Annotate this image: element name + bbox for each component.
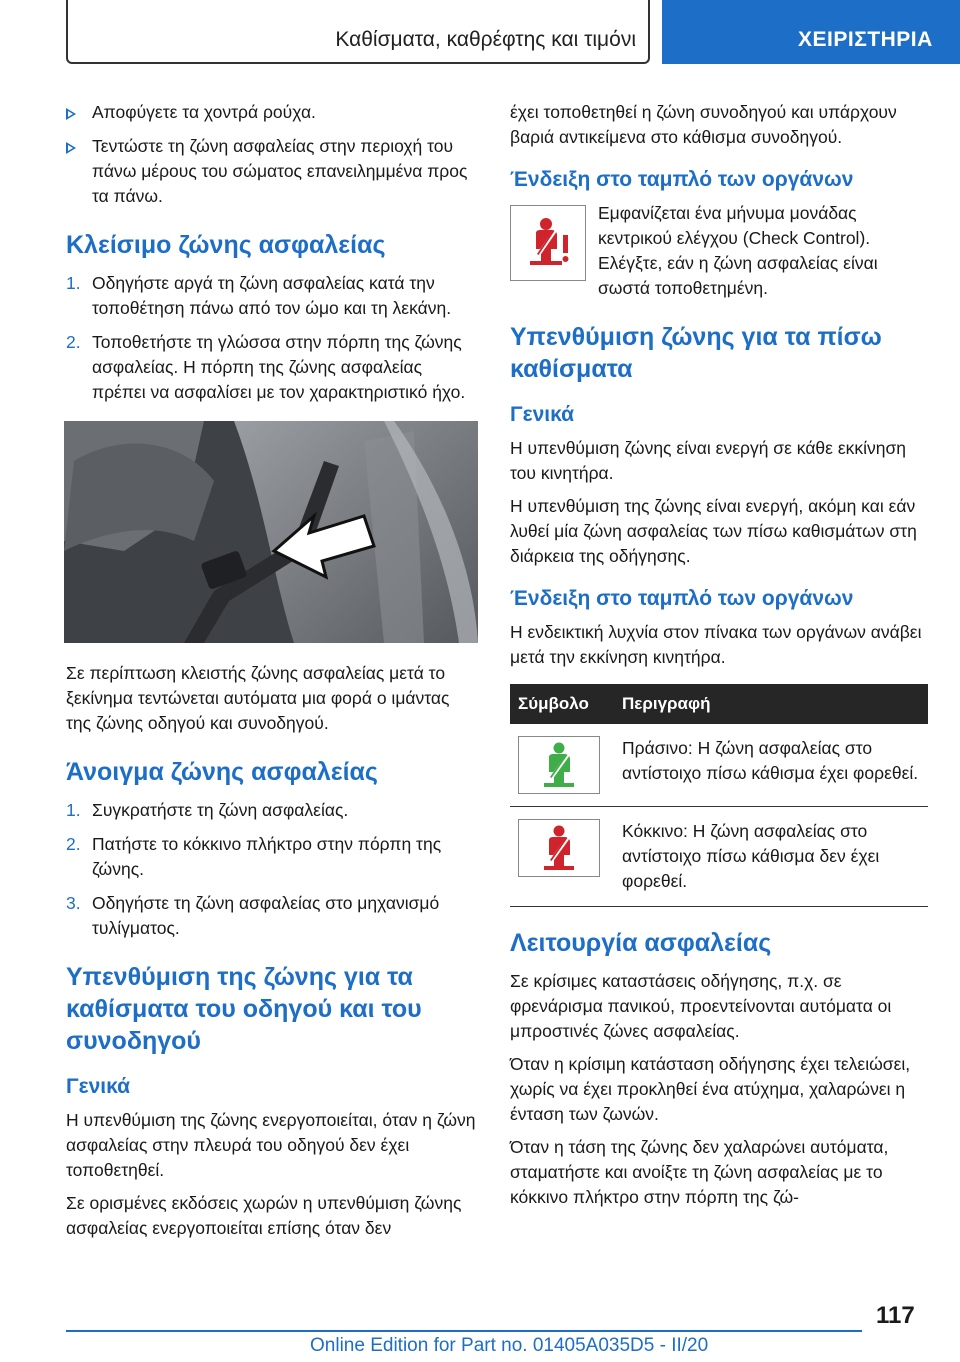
- chapter-title: Καθίσματα, καθρέφτης και τιμόνι: [335, 28, 636, 51]
- seatbelt-buckle-photo: [64, 421, 478, 643]
- footer-divider: [66, 1330, 862, 1332]
- symbol-table: [510, 684, 928, 907]
- right-column: [510, 100, 928, 1218]
- red-seatbelt-icon: [518, 819, 600, 877]
- step-item: 1. Συγκρατήστε τη ζώνη ασφαλείας.: [66, 800, 349, 820]
- step-item: 1. Οδηγήστε αργά τη ζώνη ασφαλείας κατά την τοποθέτηση πάνω από τον ώμο και τη λεκάνη.: [66, 273, 452, 318]
- heading-front-reminder: Υπενθύμιση της ζώνης για τα καθίσματα του οδηγού και του συνοδηγού: [66, 963, 422, 1055]
- triangle-bullet-icon: [66, 142, 76, 154]
- bullet-item: Αποφύγετε τα χοντρά ρούχα.: [66, 100, 478, 125]
- triangle-bullet-icon: [66, 108, 76, 120]
- step-item: 2. Τοποθετήστε τη γλώσσα στην πόρπη της ζώνης ασφαλείας. Η πόρπη της ζώνης ασφαλείας πρέπει να ασφαλίσει με τον χαρακτηριστικό ήχο.: [66, 332, 466, 402]
- paragraph: Όταν η κρίσιμη κατάσταση οδήγησης έχει τελειώσει, χωρίς να έχει προκληθεί ένα ατύχημα, χαλαρώνει η ένταση των ζωνών.: [510, 1054, 911, 1124]
- heading-rear-reminder: Υπενθύμιση ζώνης για τα πίσω καθίσματα: [510, 323, 882, 383]
- step-item: 3. Οδηγήστε τη ζώνη ασφαλείας στο μηχανισμό τυλίγματος.: [66, 893, 440, 938]
- header-frame: [66, 0, 650, 64]
- table-cell-description: Κόκκινο: Η ζώνη ασφαλείας στο αντίστοιχο πίσω κάθισμα δεν έχει φορεθεί.: [614, 807, 928, 907]
- heading-safety-function: Λειτουργία ασφαλείας: [510, 929, 772, 957]
- heading-close-belt: Κλείσιμο ζώνης ασφαλείας: [66, 231, 386, 259]
- paragraph: Η υπενθύμιση της ζώνης ενεργοποιείται, όταν η ζώνη ασφαλείας στην πλευρά του οδηγού δεν έχει τοποθετηθεί.: [66, 1110, 476, 1180]
- paragraph: Η ενδεικτική λυχνία στον πίνακα των οργάνων ανάβει μετά την εκκίνηση κινητήρα.: [510, 622, 922, 667]
- table-header-description: Περιγραφή: [614, 684, 928, 724]
- paragraph: Εμφανίζεται ένα μήνυμα μονάδας κεντρικού ελέγχου (Check Control). Ελέγξτε, εάν η ζώνη ασφαλείας είναι σωστά τοποθετημένη.: [598, 203, 878, 298]
- footer-edition: Online Edition for Part no. 01405A035D5 - II/20: [310, 1335, 709, 1356]
- subheading-general: Γενικά: [510, 403, 575, 426]
- subheading-general: Γενικά: [66, 1075, 131, 1098]
- table-row: [510, 724, 928, 807]
- paragraph: Όταν η τάση της ζώνης δεν χαλαρώνει αυτόματα, σταματήστε και ανοίξτε τη ζώνη ασφαλείας με το κόκκινο πλήκτρο στην πόρπη της ζώ-: [510, 1137, 889, 1207]
- paragraph: Η υπενθύμιση ζώνης είναι ενεργή σε κάθε εκκίνηση του κινητήρα.: [510, 438, 907, 483]
- section-tab[interactable]: ΧΕΙΡΙΣΤΗΡΙΑ: [662, 0, 960, 64]
- table-header-symbol: Σύμβολο: [510, 684, 614, 724]
- heading-open-belt: Άνοιγμα ζώνης ασφαλείας: [66, 758, 378, 786]
- left-column: [66, 100, 478, 1249]
- table-cell-description: Πράσινο: Η ζώνη ασφαλείας στο αντίστοιχο πίσω κάθισμα έχει φορεθεί.: [614, 724, 928, 807]
- green-seatbelt-icon: [518, 736, 600, 794]
- paragraph: έχει τοποθετηθεί η ζώνη συνοδηγού και υπάρχουν βαριά αντικείμενα στο κάθισμα συνοδηγού.: [510, 102, 897, 147]
- red-seatbelt-warning-icon: [510, 205, 586, 281]
- check-control-note: [510, 201, 928, 301]
- subheading-display: Ένδειξη στο ταμπλό των οργάνων: [510, 587, 854, 610]
- subheading-display: Ένδειξη στο ταμπλό των οργάνων: [510, 168, 854, 191]
- paragraph: Σε κρίσιμες καταστάσεις οδήγησης, π.χ. σε φρενάρισμα πανικού, προεντείνονται αυτόματα οι μπροστινές ζώνες ασφαλείας.: [510, 971, 892, 1041]
- paragraph: Σε ορισμένες εκδόσεις χωρών η υπενθύμιση ζώνης ασφαλείας ενεργοποιείται επίσης όταν δεν: [66, 1193, 462, 1238]
- table-row: [510, 807, 928, 907]
- page-number: 117: [876, 1302, 915, 1329]
- paragraph: Η υπενθύμιση της ζώνης είναι ενεργή, ακόμη και εάν λυθεί μία ζώνη ασφαλείας των πίσω καθισμάτων στη διάρκεια της οδήγησης.: [510, 496, 917, 566]
- step-item: 2. Πατήστε το κόκκινο πλήκτρο στην πόρπη της ζώνης.: [66, 834, 442, 879]
- bullet-item: Τεντώστε τη ζώνη ασφαλείας στην περιοχή του πάνω μέρους του σώματος επανειλημμένα προς τα πάνω.: [66, 134, 478, 209]
- paragraph: Σε περίπτωση κλειστής ζώνης ασφαλείας μετά το ξεκίνημα τεντώνεται αυτόματα μια φορά ο ιμάντας της ζώνης οδηγού και συνοδηγού.: [66, 663, 450, 733]
